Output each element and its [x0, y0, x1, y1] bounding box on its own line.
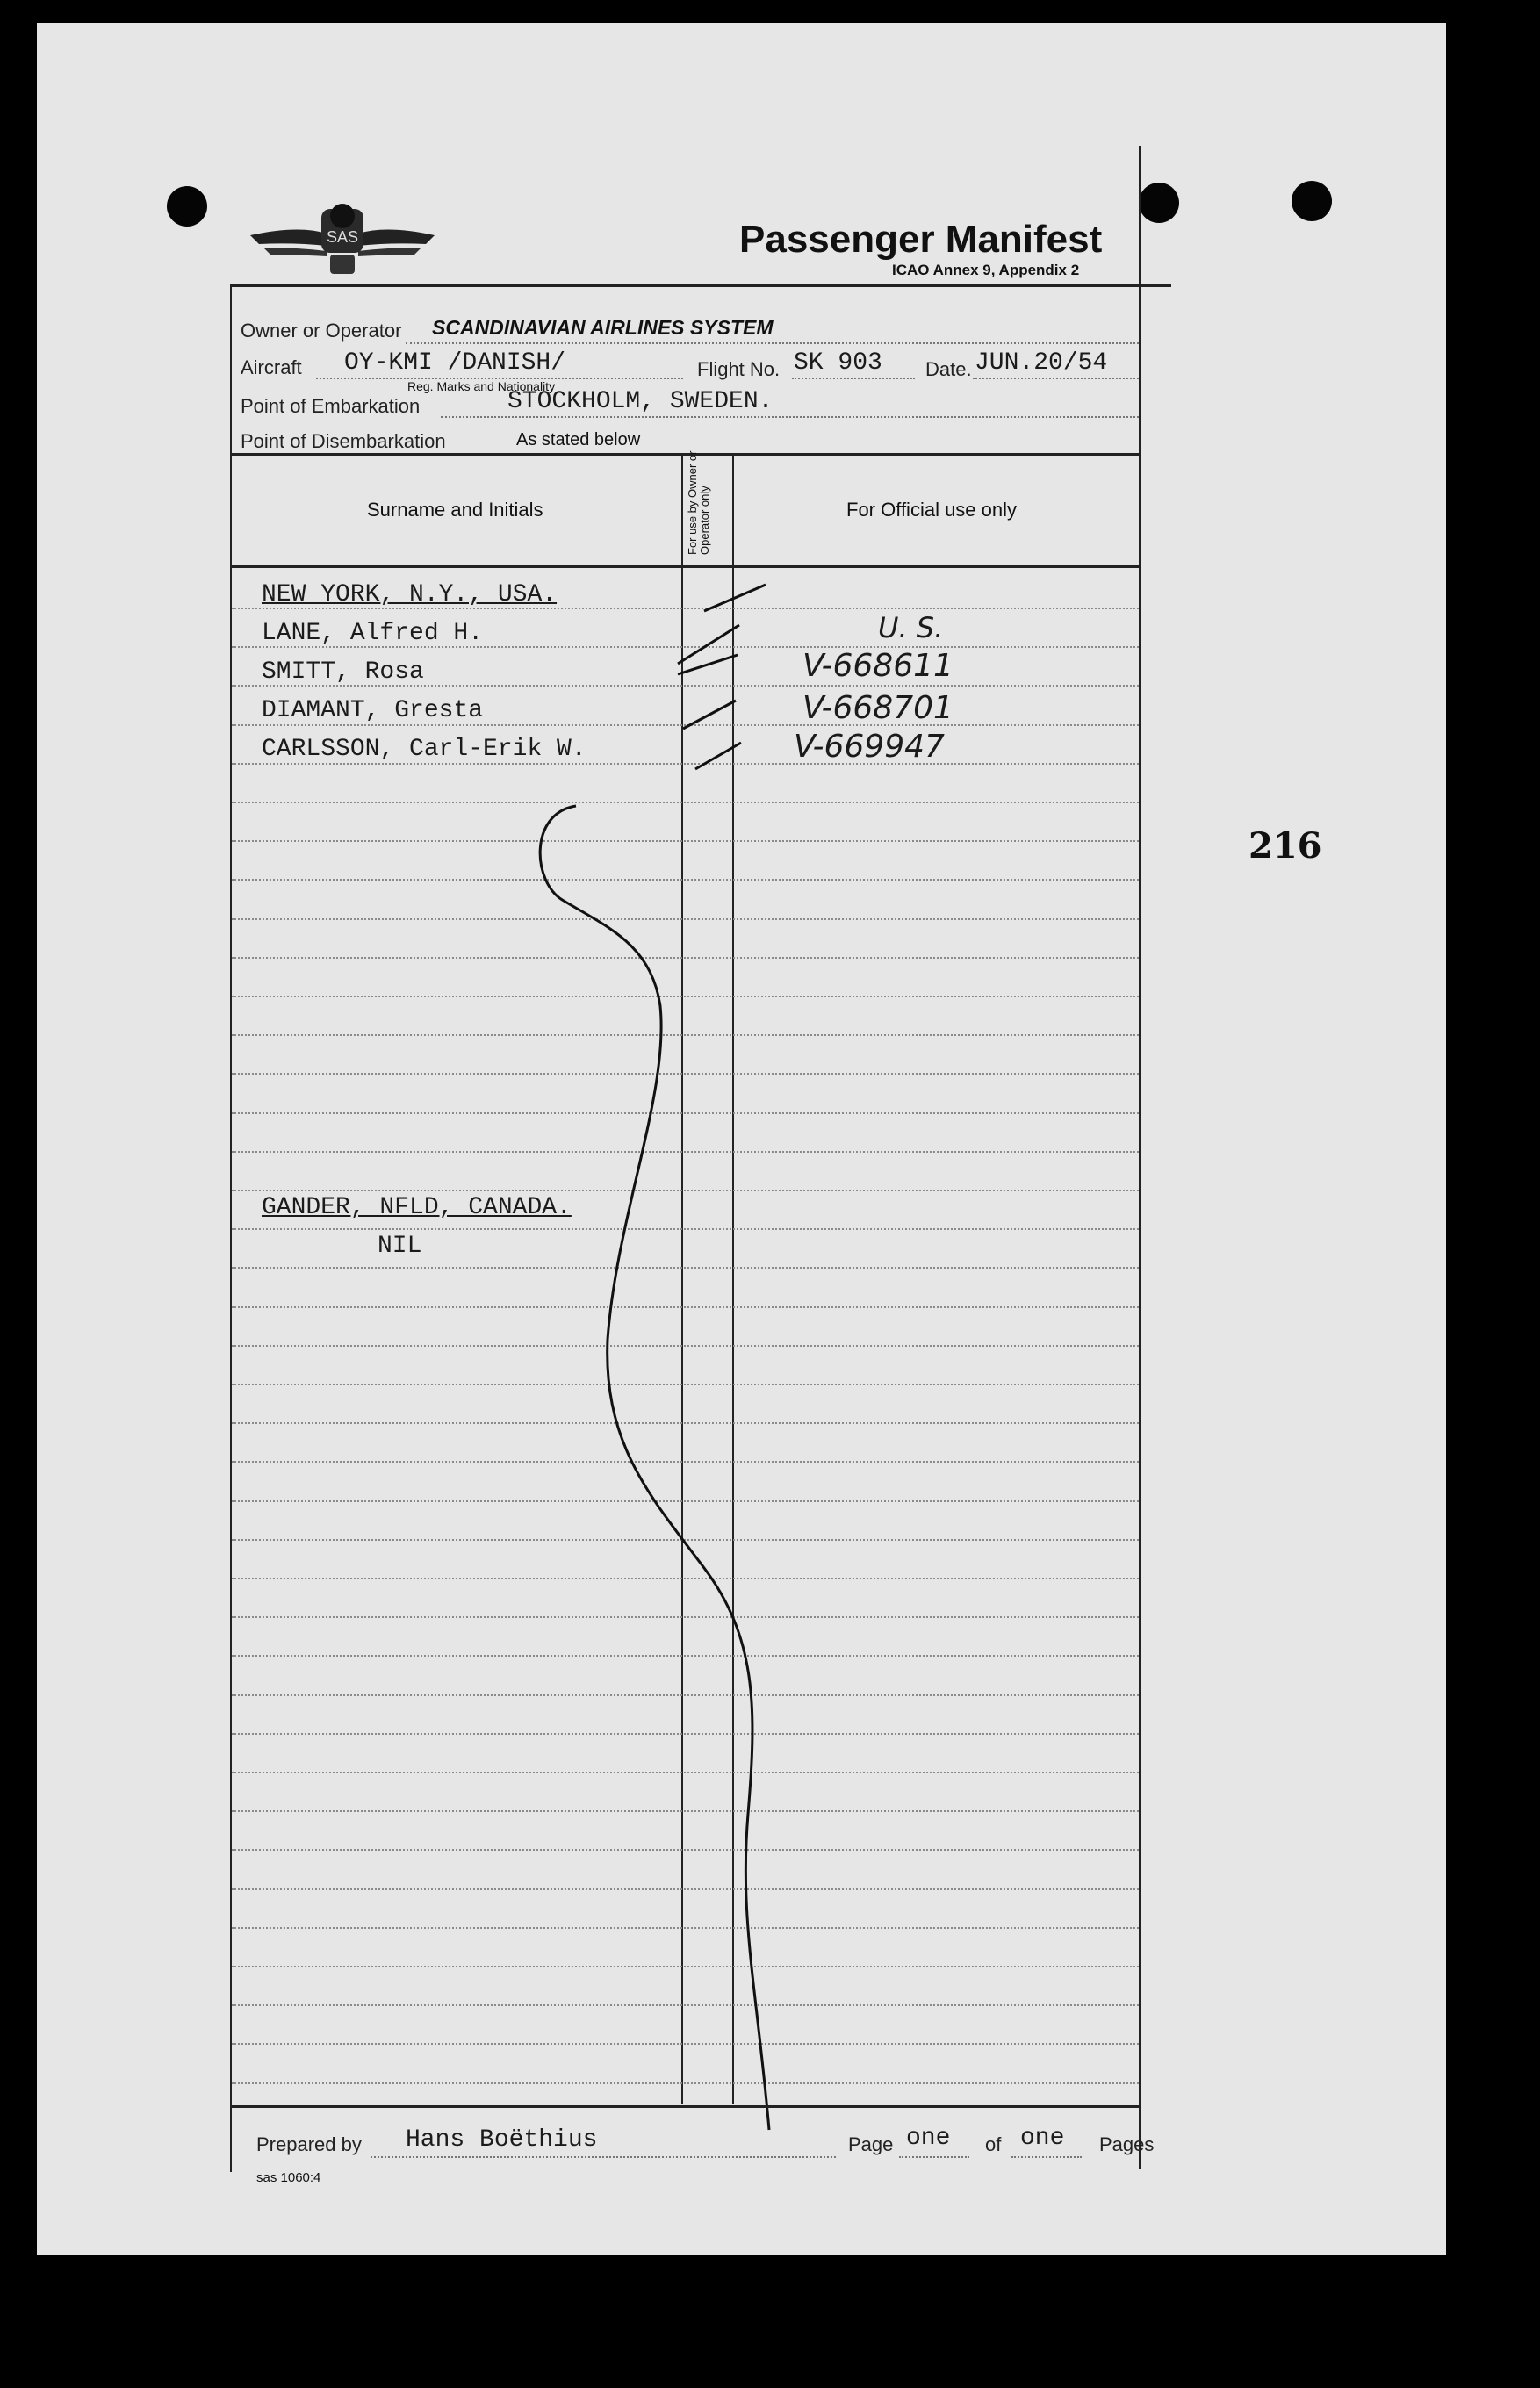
- aircraft-value: OY-KMI /DANISH/: [344, 349, 566, 377]
- prepared-by-value: Hans Boëthius: [406, 2126, 598, 2154]
- punch-hole: [1139, 183, 1179, 223]
- entry-destination: NEW YORK, N.Y., USA.: [262, 581, 558, 608]
- prepared-line: [371, 2156, 836, 2158]
- of-line: [1011, 2156, 1082, 2158]
- manifest-page: [37, 23, 1446, 2255]
- entry-passenger: LANE, Alfred H.: [262, 620, 484, 647]
- embark-label: Point of Embarkation: [241, 395, 421, 417]
- surname-column-header: Surname and Initials: [367, 499, 543, 521]
- page-value: one: [906, 2125, 951, 2152]
- disembark-label: Point of Disembarkation: [241, 430, 446, 452]
- owner-use-column-header: For use by Owner or Operator only: [686, 450, 711, 555]
- right-border: [1139, 146, 1141, 2169]
- entry-passenger: SMITT, Rosa: [262, 658, 424, 686]
- entry-passenger: DIAMANT, Gresta: [262, 697, 484, 724]
- date-label: Date.: [925, 358, 972, 380]
- prepared-by-label: Prepared by: [256, 2133, 362, 2155]
- reg-note: Reg. Marks and Nationality: [407, 379, 556, 393]
- official-column-header: For Official use only: [846, 499, 1018, 521]
- owner-value: SCANDINAVIAN AIRLINES SYSTEM: [432, 316, 774, 339]
- punch-hole: [167, 186, 207, 227]
- punch-hole: [1292, 181, 1332, 221]
- check-marks: [643, 576, 774, 795]
- owner-label: Owner or Operator: [241, 320, 402, 342]
- svg-text:SAS: SAS: [326, 228, 359, 246]
- form-code: sas 1060:4: [256, 2170, 321, 2185]
- page-line: [899, 2156, 969, 2158]
- footer-rule: [230, 2105, 1141, 2108]
- of-value: one: [1020, 2125, 1065, 2152]
- hand-drawn-line: [476, 778, 915, 2147]
- date-value: JUN.20/54: [975, 349, 1108, 377]
- embark-value: STOCKHOLM, SWEDEN.: [507, 388, 774, 415]
- of-label: of: [985, 2133, 1002, 2155]
- pages-label: Pages: [1099, 2133, 1155, 2155]
- disembark-value: As stated below: [516, 430, 641, 450]
- margin-page-number: 216: [1249, 825, 1322, 867]
- flight-label: Flight No.: [697, 358, 781, 380]
- official-note: U. S.: [878, 611, 944, 644]
- page-title: Passenger Manifest: [739, 218, 1103, 261]
- aircraft-label: Aircraft: [241, 356, 302, 378]
- entry-nil-note: NIL: [378, 1233, 422, 1260]
- flight-value: SK 903: [794, 349, 882, 377]
- official-visa-number: V-668611: [802, 648, 954, 684]
- page-subtitle: ICAO Annex 9, Appendix 2: [892, 262, 1080, 278]
- official-visa-number: V-668701: [802, 690, 954, 726]
- entry-destination: GANDER, NFLD, CANADA.: [262, 1194, 572, 1221]
- entry-passenger: CARLSSON, Carl-Erik W.: [262, 736, 586, 763]
- page-label: Page: [848, 2133, 894, 2155]
- official-visa-number: V-669947: [794, 729, 945, 765]
